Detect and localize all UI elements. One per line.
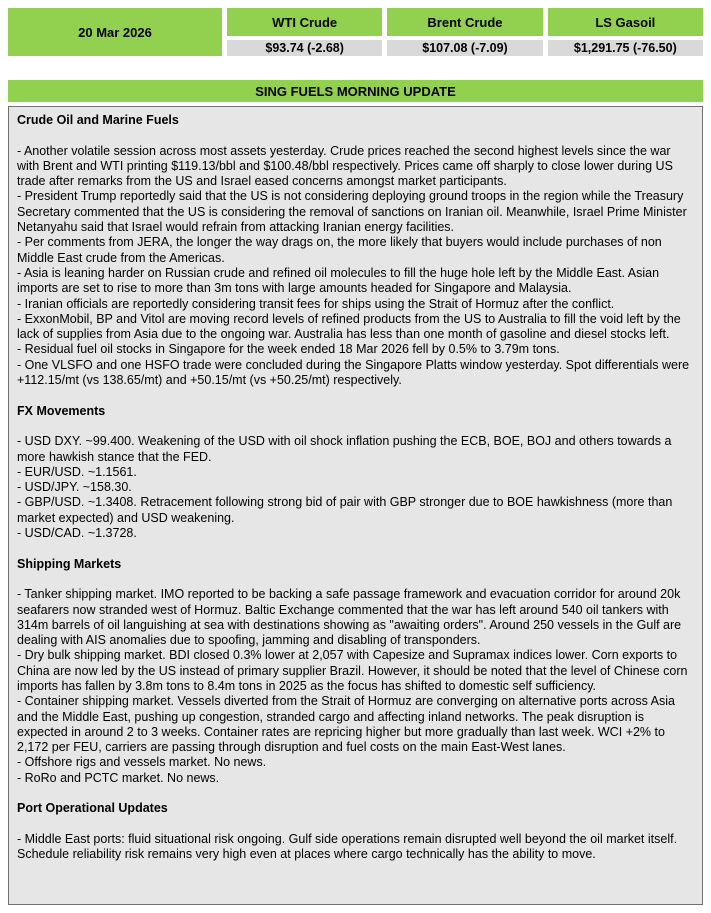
bullet-paragraph: - EUR/USD. ~1.1561. [17,464,137,479]
bullet-paragraph: - Dry bulk shipping market. BDI closed 0.3% lower at 2,057 with Capesize and Supramax indices lower. Corn exports to China are now led by the US instead of primary supplier Brazil. However, it should be noted that the level of Chinese corn imports has fallen by 3.8m tons to 8.4m tons in 2025 as the focus has shifted to domestic self sufficiency. [17,648,688,693]
report-body [8,106,703,905]
bullet-paragraph: - RoRo and PCTC market. No news. [17,770,220,785]
section-paragraphs [17,434,694,541]
bullet-paragraph: - USD/CAD. ~1.3728. [17,526,137,541]
price-column-label-lsgasoil: LS Gasoil [548,8,703,36]
report-title-bar [8,80,703,102]
price-column-label-brent: Brent Crude [387,8,542,36]
section-heading: Shipping Markets [17,556,122,571]
bullet-paragraph: - Asia is leaning harder on Russian crude and refined oil molecules to fill the huge hole left by the Middle East. Asian imports are set to rise to more than 3m tons with large amounts headed for Singapore and Malaysia. [17,265,660,296]
section-paragraphs [17,587,694,786]
bullet-paragraph: - Iranian officials are reportedly considering transit fees for ships using the Strait of Hormuz after the conflict. [17,296,615,311]
bullet-paragraph: - Residual fuel oil stocks in Singapore for the week ended 18 Mar 2026 fell by 0.5% to 3.79m tons. [17,342,560,357]
bullet-paragraph: - President Trump reportedly said that the US is not considering deploying ground troops in the region while the Treasury Secretary commented that the US is considering the removal of sanctions on Iranian oil. Meanwhile, Israel Prime Minister Netanyahu said that Israel would refrain from attacking Iranian energy facilities. [17,189,687,235]
bullet-paragraph: - Middle East ports: fluid situational risk ongoing. Gulf side operations remain disrupted well beyond the oil market itself. Schedule reliability risk remains very high even at places where cargo technically has the ability to move. [17,831,678,862]
report-date: 20 Mar 2026 [8,8,222,56]
section-heading: FX Movements [17,403,106,418]
price-value-wti: $93.74 (-2.68) [227,40,382,56]
report-title: SING FUELS MORNING UPDATE [255,83,456,99]
price-value-brent: $107.08 (-7.09) [387,40,542,56]
section-paragraphs [17,144,694,389]
section-heading: Port Operational Updates [17,801,168,816]
bullet-paragraph: - Tanker shipping market. IMO reported to be backing a safe passage framework and evacuation corridor for around 20k seafarers now stranded west of Hormuz. Baltic Exchange commented that the war has left around 540 oil tankers with 314m barrels of oil languishing at sea with destinations showing as "awaiting orders". Around 250 vessels in the Gulf are dealing with AIS anomalies due to spoofing, jamming and disabling of transponders. [17,587,682,648]
price-value-lsgasoil: $1,291.75 (-76.50) [548,40,703,56]
bullet-paragraph: - One VLSFO and one HSFO trade were concluded during the Singapore Platts window yesterday. Spot differentials were +112.15/mt (vs 138.65/mt) and +50.15/mt (vs +50.25/mt) respectively. [17,357,690,388]
section-heading: Crude Oil and Marine Fuels [17,113,179,127]
bullet-paragraph: - USD DXY. ~99.400. Weakening of the USD with oil shock inflation pushing the ECB, BOE, BOJ and others towards a more hawkish stance that the FED. [17,434,672,464]
section-paragraphs [17,832,694,863]
bullet-paragraph: - Per comments from JERA, the longer the way drags on, the more likely that buyers would include purchases of non Middle East crude from the Americas. [17,235,662,265]
bullet-paragraph: - USD/JPY. ~158.30. [17,480,132,495]
bullet-paragraph: - Container shipping market. Vessels diverted from the Strait of Hormuz are converging on alternative ports across Asia and the Middle East, pushing up congestion, stranded cargo and affecting inland networks. The peak disruption is expected in around 2 to 3 weeks. Container rates are repricing higher but more gradually than last week. WCI +2% to 2,172 per FEU, carriers are passing through disruption and fuel costs on the main East-West lanes. [17,694,675,755]
price-column-label-wti: WTI Crude [227,8,382,36]
bullet-paragraph: - ExxonMobil, BP and Vitol are moving record levels of refined products from the US to Australia to fill the void left by the lack of supplies from Asia due to the ongoing war. Australia has less than one month of gasoline and diesel stocks left. [17,311,681,342]
bullet-paragraph: - Offshore rigs and vessels market. No news. [17,755,267,770]
price-header-table [8,8,703,56]
bullet-paragraph: - GBP/USD. ~1.3408. Retracement following strong bid of pair with GBP stronger due to BOE hawkishness (more than market expected) and USD weakening. [17,495,673,525]
bullet-paragraph: - Another volatile session across most assets yesterday. Crude prices reached the second highest levels since the war with Brent and WTI printing $119.13/bbl and $100.48/bbl respectively. Prices came off sharply to close lower during US trade after remarks from the US and Israel eased concerns amongst market participants. [17,143,673,189]
